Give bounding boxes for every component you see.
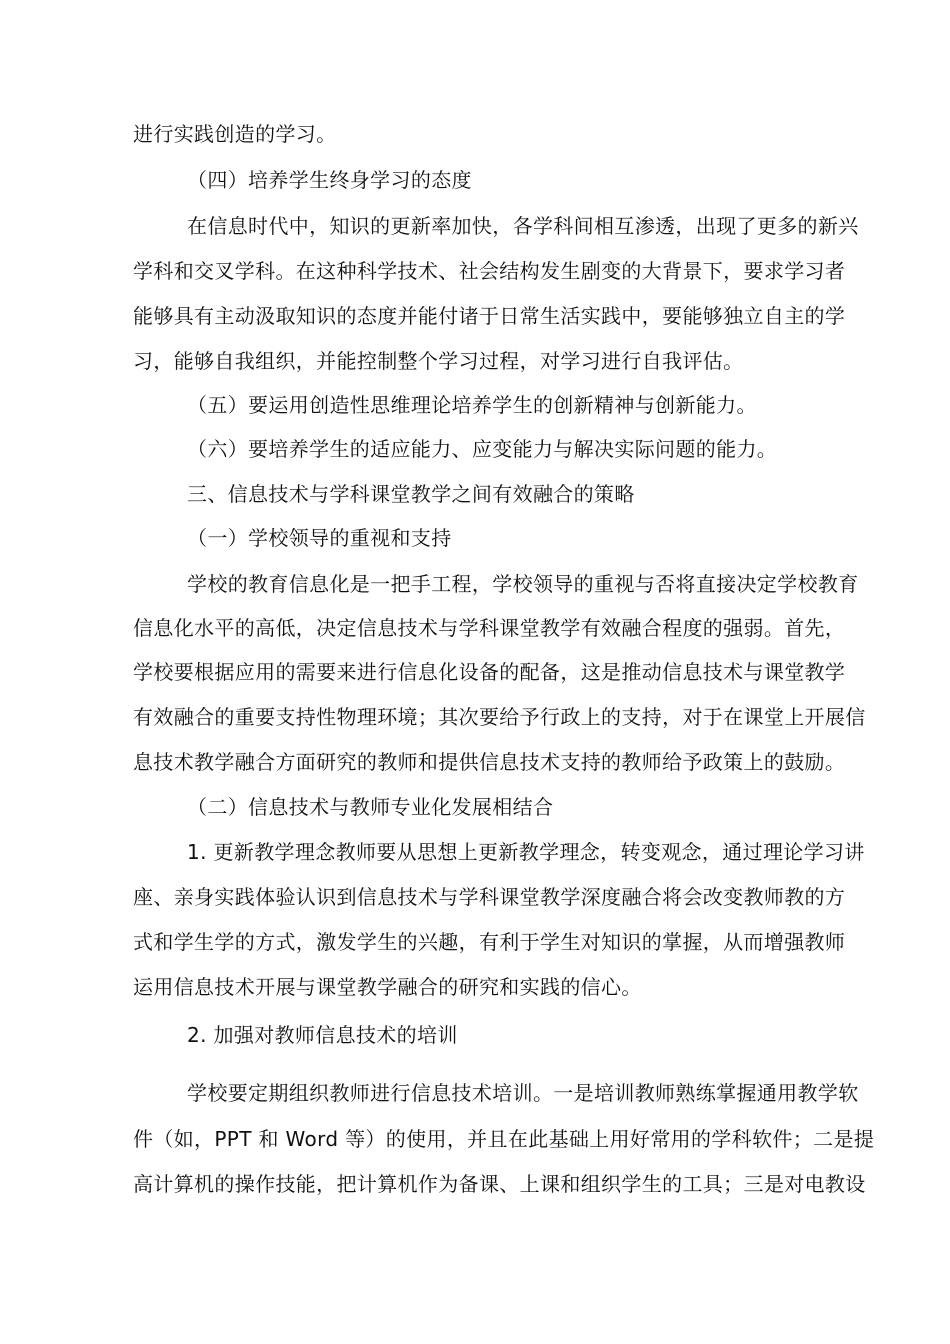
paragraph-line: 座、亲身实践体验认识到信息技术与学科课堂教学深度融合将会改变教师教的方: [133, 885, 846, 909]
paragraph-line: 学校要根据应用的需要来进行信息化设备的配备，这是推动信息技术与课堂教学: [133, 660, 846, 684]
section-heading: （四）培养学生终身学习的态度: [187, 168, 472, 192]
section-heading: （六）要培养学生的适应能力、应变能力与解决实际问题的能力。: [187, 437, 778, 461]
paragraph-line: 能够具有主动汲取知识的态度并能付诸于日常生活实践中，要能够独立自主的学: [133, 304, 846, 328]
chapter-heading: 三、信息技术与学科课堂教学之间有效融合的策略: [187, 482, 635, 506]
paragraph-line: 件（如，PPT 和 Word 等）的使用，并且在此基础上用好常用的学科软件；二是提: [133, 1127, 875, 1151]
paragraph-line: 有效融合的重要支持性物理环境；其次要给予行政上的支持，对于在课堂上开展信: [133, 705, 866, 729]
section-heading: （五）要运用创造性思维理论培养学生的创新精神与创新能力。: [187, 393, 757, 417]
paragraph-line: 进行实践创造的学习。: [133, 122, 337, 146]
paragraph-line: 运用信息技术开展与课堂教学融合的研究和实践的信心。: [133, 975, 642, 999]
paragraph-line: 息技术教学融合方面研究的教师和提供信息技术支持的教师给予政策上的鼓励。: [133, 750, 846, 774]
paragraph-line: 式和学生学的方式，激发学生的兴趣，有利于学生对知识的掌握，从而增强教师: [133, 930, 846, 954]
paragraph-line: 信息化水平的高低，决定信息技术与学科课堂教学有效融合程度的强弱。首先，: [133, 616, 846, 640]
paragraph-line: 学校的教育信息化是一把手工程，学校领导的重视与否将直接决定学校教育: [187, 572, 859, 596]
paragraph-line: 高计算机的操作技能，把计算机作为备课、上课和组织学生的工具；三是对电教设: [133, 1172, 866, 1196]
paragraph-line: 学校要定期组织教师进行信息技术培训。一是培训教师熟练掌握通用教学软: [187, 1081, 859, 1105]
subsection-heading: 2. 加强对教师信息技术的培训: [187, 1023, 458, 1047]
section-heading: （一）学校领导的重视和支持: [187, 526, 452, 550]
paragraph-line: 在信息时代中，知识的更新率加快，各学科间相互渗透，出现了更多的新兴: [187, 214, 859, 238]
paragraph-line: 1. 更新教学理念教师要从思想上更新教学理念，转变观念，通过理论学习讲: [187, 840, 865, 864]
paragraph-line: 习，能够自我组织，并能控制整个学习过程，对学习进行自我评估。: [133, 349, 744, 373]
section-heading: （二）信息技术与教师专业化发展相结合: [187, 795, 554, 819]
paragraph-line: 学科和交叉学科。在这种科学技术、社会结构发生剧变的大背景下，要求学习者: [133, 259, 846, 283]
